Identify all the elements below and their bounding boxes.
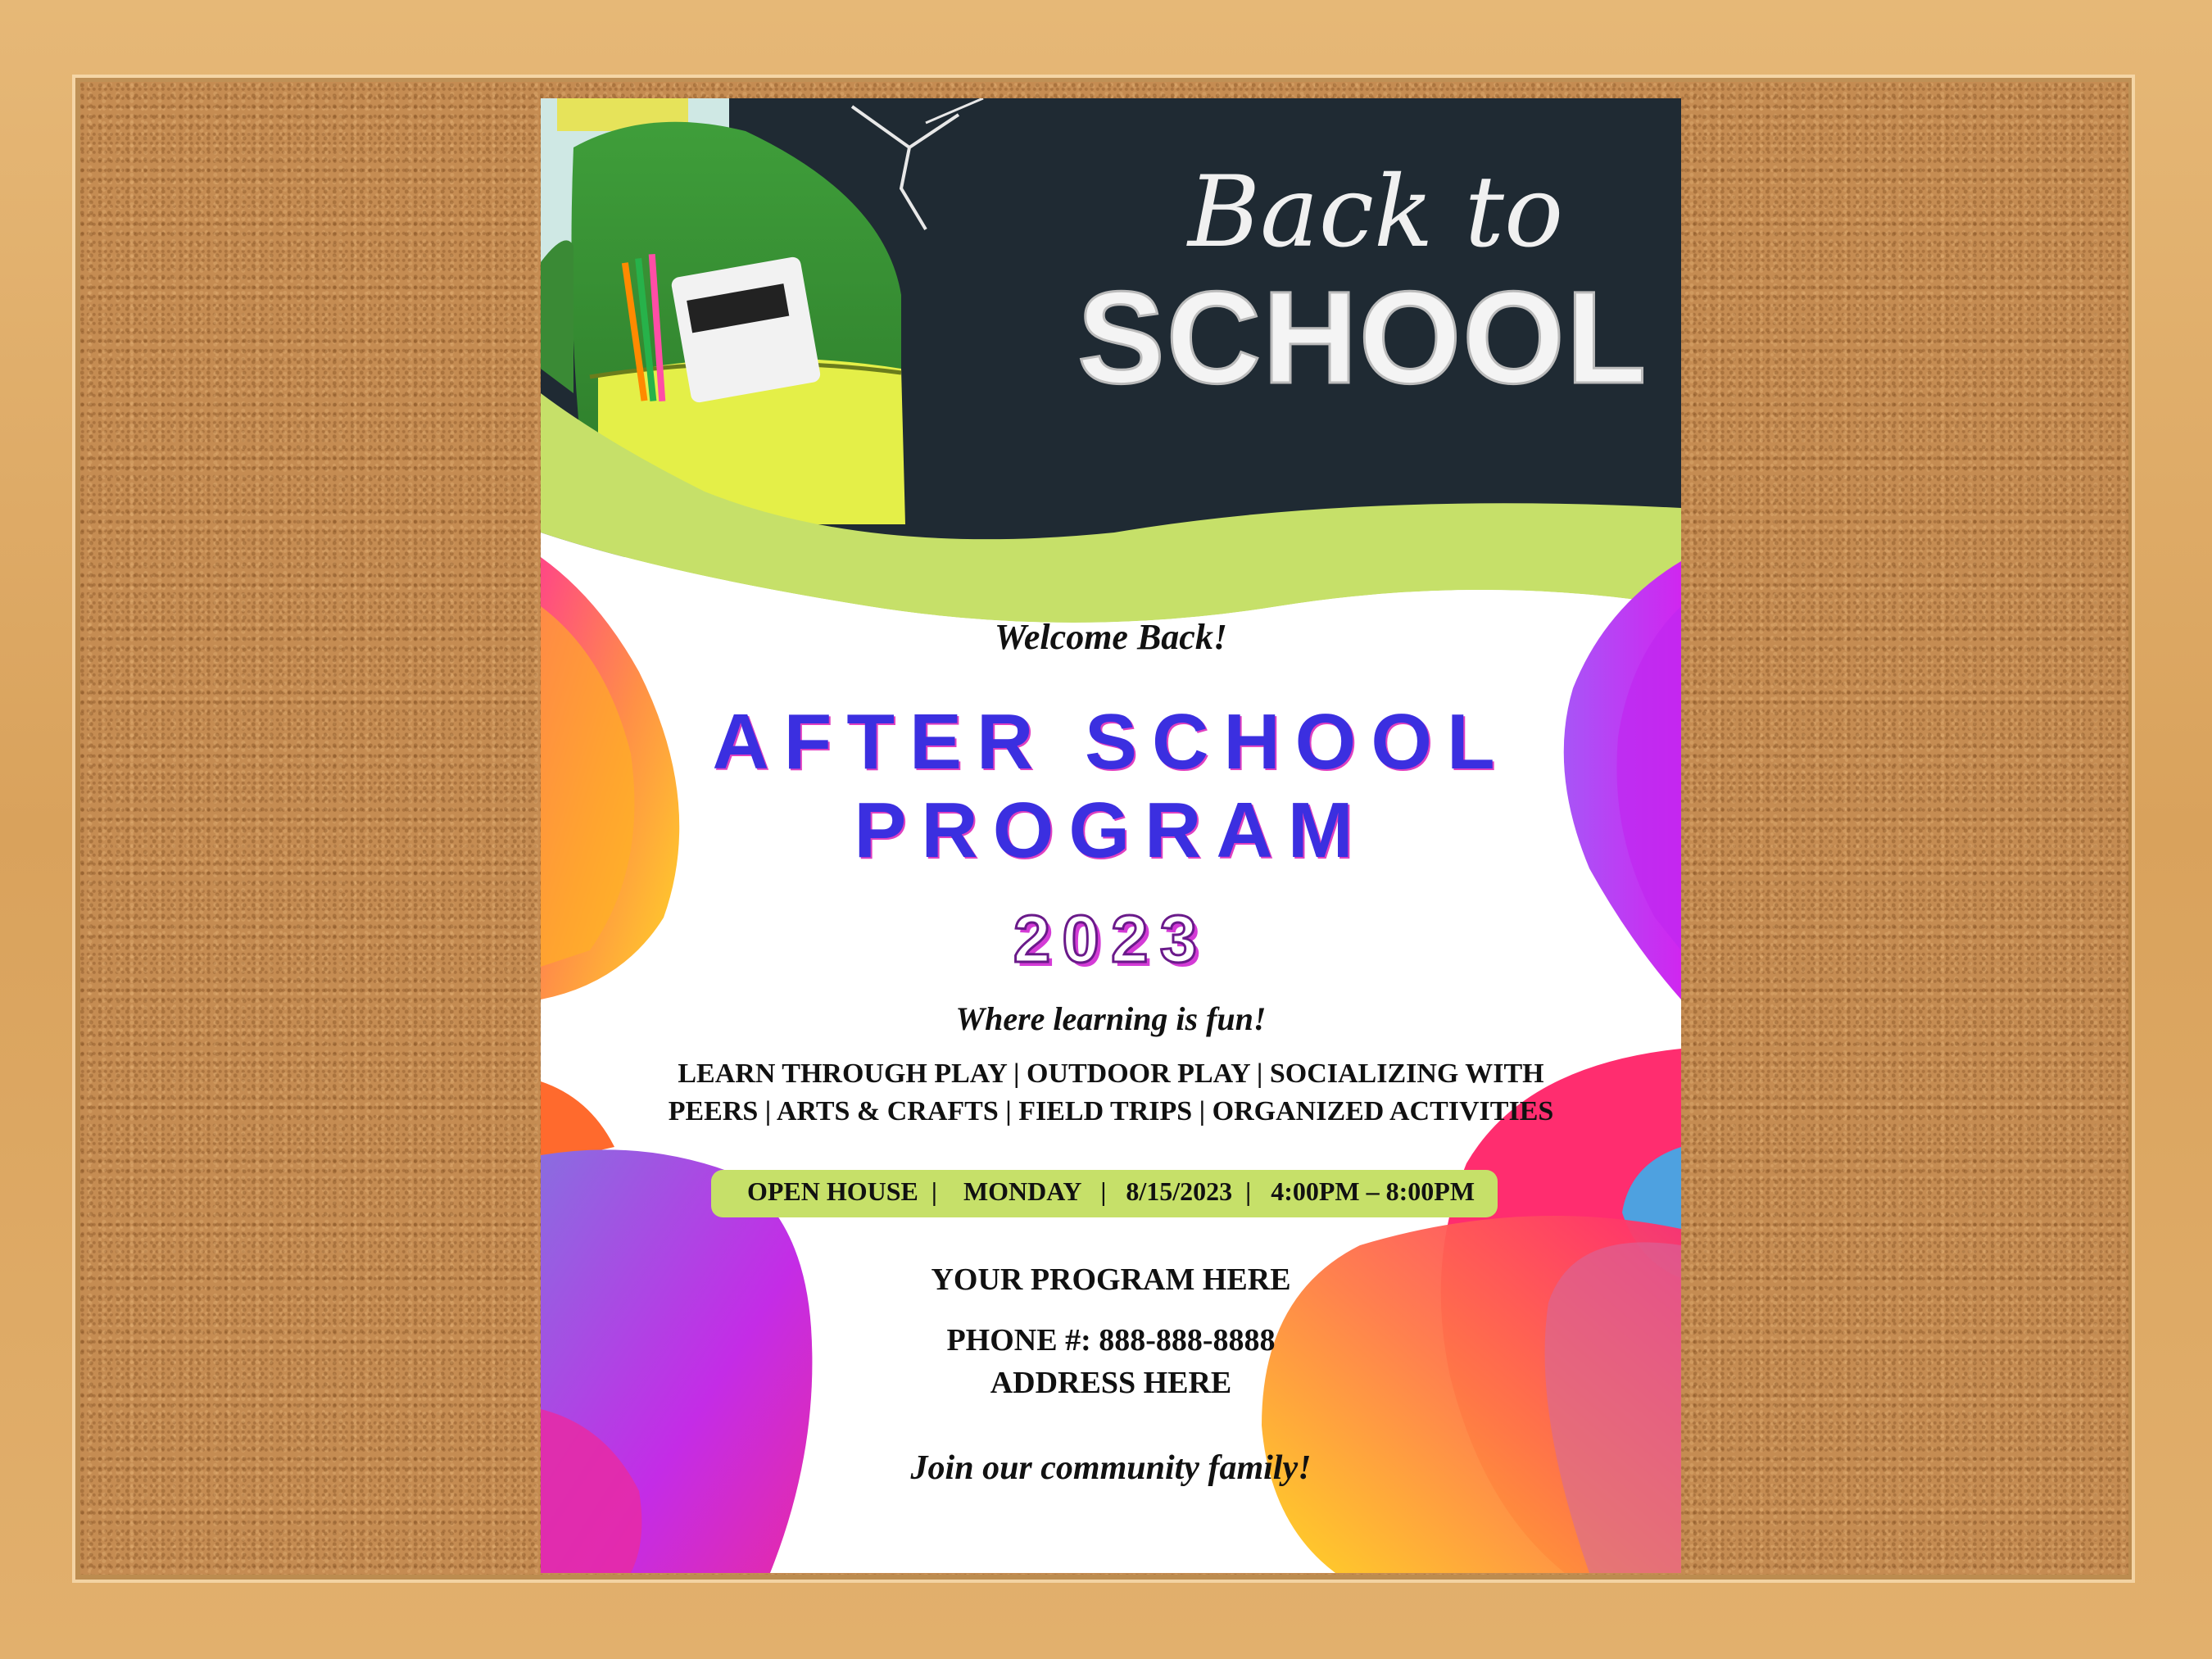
title-line1: AFTER SCHOOL xyxy=(712,698,1510,786)
activities-line1: LEARN THROUGH PLAY | OUTDOOR PLAY | SOCIALIZING WITH xyxy=(678,1058,1544,1089)
open-house-text: OPEN HOUSE | MONDAY | 8/15/2023 | 4:00PM – 8:00PM xyxy=(746,1176,1475,1206)
tagline: Where learning is fun! xyxy=(955,1000,1267,1037)
year: 2023 xyxy=(1013,902,1209,977)
address: ADDRESS HERE xyxy=(990,1366,1232,1400)
closing-line: Join our community family! xyxy=(910,1449,1312,1487)
title xyxy=(541,698,1681,875)
welcome-text: Welcome Back! xyxy=(995,617,1227,657)
chalk-back-to: Back to xyxy=(1188,156,1564,270)
program-name: YOUR PROGRAM HERE xyxy=(931,1262,1291,1297)
phone-number: PHONE #: 888-888-8888 xyxy=(946,1323,1276,1358)
activities xyxy=(541,1055,1681,1131)
flyer xyxy=(541,98,1681,1573)
activities-line2: PEERS | ARTS & CRAFTS | FIELD TRIPS | ORGANIZED ACTIVITIES xyxy=(668,1096,1554,1126)
chalk-school: SCHOOL xyxy=(1077,264,1648,410)
title-line2: PROGRAM xyxy=(854,786,1368,874)
